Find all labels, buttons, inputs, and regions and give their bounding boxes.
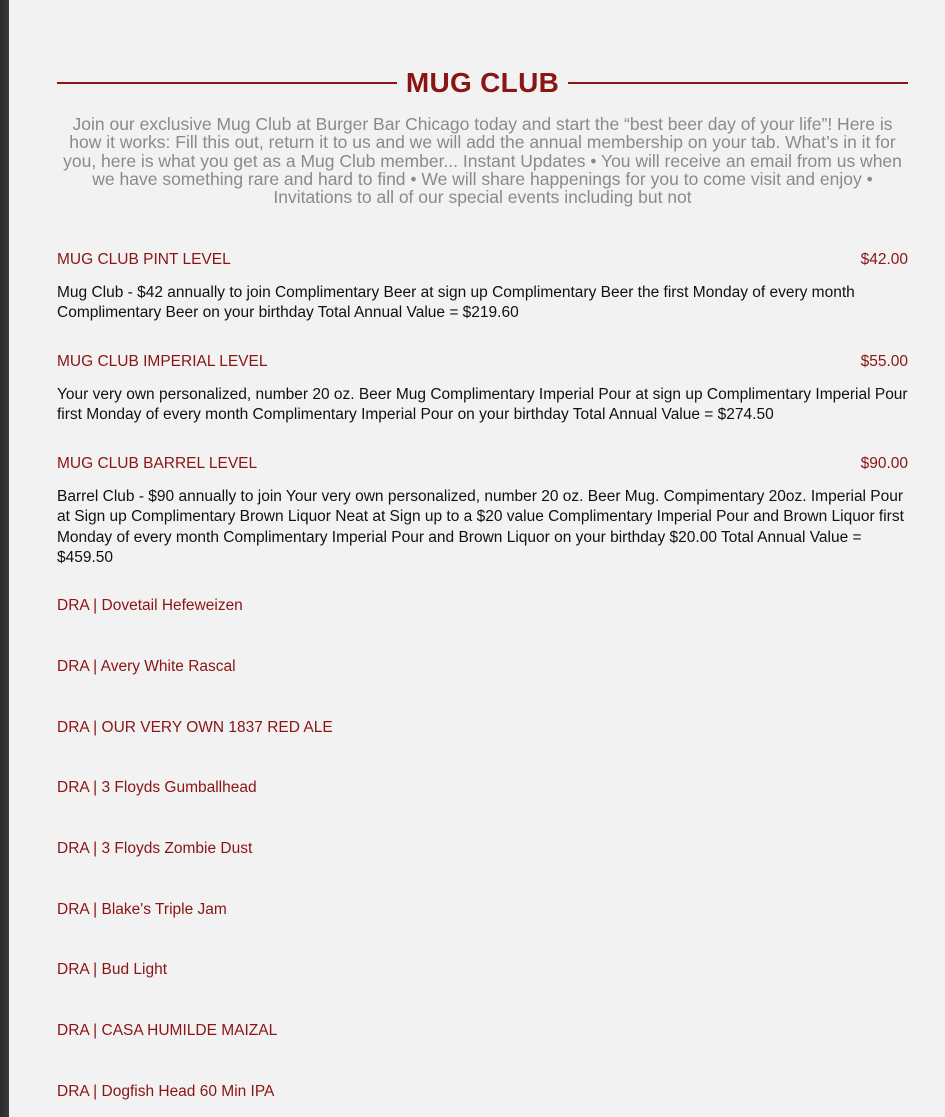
- level-price: $55.00: [860, 353, 908, 370]
- page-title: MUG CLUB: [405, 67, 560, 98]
- level-header: [57, 455, 908, 473]
- intro-text: Join our exclusive Mug Club at Burger Bar Chicago today and start the “best beer day of your life”! Here is how it works: Fill this out, return it to us and we will add the annual membership on your tab. What’s in it for you, here is what you get as a Mug Club member... Instant Updates • You will receive an email from us when we have something rare and hard to find • We will share happenings for you to come visit and enjoy • Invitations to all of our special events including but not: [63, 114, 902, 208]
- title-divider-left: [57, 82, 397, 84]
- section-header: [57, 64, 908, 102]
- level-name: MUG CLUB PINT LEVEL: [57, 251, 231, 268]
- level-name: MUG CLUB BARREL LEVEL: [57, 455, 258, 472]
- beer-link-3-floyds-gumballhead[interactable]: DRA | 3 Floyds Gumballhead: [57, 779, 257, 796]
- beer-link-bud-light[interactable]: DRA | Bud Light: [57, 961, 168, 978]
- beer-link-avery-white-rascal[interactable]: DRA | Avery White Rascal: [57, 658, 236, 675]
- beer-link-1837-red-ale[interactable]: DRA | OUR VERY OWN 1837 RED ALE: [57, 719, 333, 736]
- level-pint: [57, 251, 908, 324]
- beer-link-dovetail-hefeweizen[interactable]: DRA | Dovetail Hefeweizen: [57, 597, 243, 614]
- level-barrel: [57, 455, 908, 568]
- beer-link-casa-humilde-maizal[interactable]: DRA | CASA HUMILDE MAIZAL: [57, 1022, 278, 1039]
- level-price: $42.00: [860, 251, 908, 268]
- left-sidebar-edge: [0, 0, 9, 1117]
- beer-link-3-floyds-zombie-dust[interactable]: DRA | 3 Floyds Zombie Dust: [57, 840, 253, 857]
- level-price: $90.00: [860, 455, 908, 472]
- title-divider-right: [568, 82, 908, 84]
- level-imperial: [57, 353, 908, 426]
- level-header: [57, 353, 908, 371]
- level-header: [57, 251, 908, 269]
- level-description: Barrel Club - $90 annually to join Your very own personalized, number 20 oz. Beer Mug. Compimentary 20oz. Imperial Pour at Sign up Complimentary Brown Liquor Neat at Sign up to a $20 value Complimentary Imperial Pour and Brown Liquor first Monday of every month Complimentary Imperial Pour and Brown Liquor on your birthday $20.00 Total Annual Value = $459.50: [57, 488, 904, 566]
- beer-link-dogfish-head-60-min-ipa[interactable]: DRA | Dogfish Head 60 Min IPA: [57, 1083, 275, 1100]
- beer-link-blakes-triple-jam[interactable]: DRA | Blake's Triple Jam: [57, 901, 227, 918]
- level-description: Mug Club - $42 annually to join Complimentary Beer at sign up Complimentary Beer the first Monday of every month Complimentary Beer on your birthday Total Annual Value = $219.60: [57, 284, 855, 322]
- level-description: Your very own personalized, number 20 oz. Beer Mug Complimentary Imperial Pour at sign up Complimentary Imperial Pour first Monday of every month Complimentary Imperial Pour on your birthday Total Annual Value = $274.50: [57, 386, 908, 424]
- level-name: MUG CLUB IMPERIAL LEVEL: [57, 353, 268, 370]
